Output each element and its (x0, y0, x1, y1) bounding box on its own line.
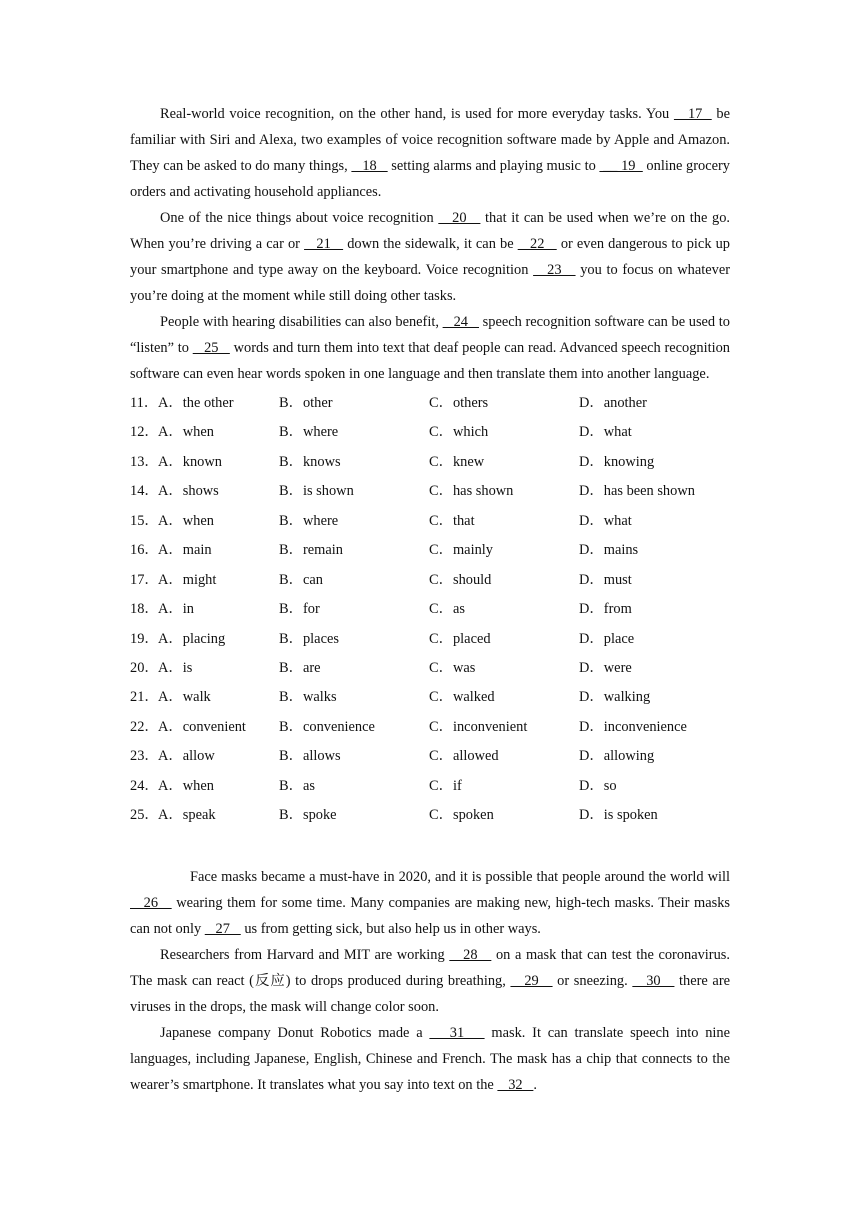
question-row (130, 625, 730, 654)
option-b: B．allows (279, 748, 341, 765)
option-d: D．mains (579, 542, 639, 559)
option-a: A．when (158, 512, 214, 529)
option-a: A．known (158, 453, 222, 470)
question-number: 20． (130, 659, 159, 676)
option-c: C．mainly (429, 542, 493, 559)
option-a: A．the other (158, 395, 234, 411)
option-a: A．speak (158, 807, 216, 824)
question-row (130, 772, 730, 801)
text-run: Japanese company Donut Robotics made a (160, 1024, 430, 1041)
question-number: 24． (130, 777, 159, 794)
text-run: mask. It can translate speech into nine languages, including Japanese, English, Chinese and French. The mask has a chip that connects to the wearer’s smartphone. It translates what you say into text on the (130, 1024, 730, 1093)
option-d: D．must (579, 571, 632, 588)
option-a: A．convenient (158, 718, 246, 735)
section-gap (130, 831, 730, 864)
question-row (130, 742, 730, 771)
option-d: D．allowing (579, 748, 655, 765)
paragraph (130, 309, 730, 387)
option-d: D．has been shown (579, 483, 695, 500)
option-d: D．knowing (579, 453, 655, 470)
option-c: C．which (429, 424, 489, 441)
option-d: D．what (579, 512, 632, 529)
option-b: B．where (279, 512, 339, 529)
question-number: 12． (130, 424, 159, 441)
text-run: One of the nice things about voice recognition (160, 210, 439, 226)
option-a: A．allow (158, 748, 215, 765)
question-row (130, 801, 730, 830)
option-d: D．were (579, 659, 632, 676)
answer-blank: 28 (449, 946, 492, 963)
option-c: C．knew (429, 453, 485, 470)
question-number: 19． (130, 630, 159, 647)
answer-blank: 25 (192, 340, 230, 356)
answer-blank: 27 (204, 920, 241, 937)
answer-blank: 26 (130, 894, 172, 911)
question-number: 18． (130, 601, 159, 618)
text-run: words and turn them into text that deaf people can read. Advanced speech recognition software can even hear words spoken in one language and then translate them into another language. (130, 340, 730, 382)
question-row (130, 566, 730, 595)
option-a: A．is (158, 659, 193, 676)
option-c: C．walked (429, 689, 495, 706)
answer-blank: __ 19 (599, 158, 643, 174)
option-c: C．placed (429, 630, 491, 647)
option-a: A．placing (158, 630, 226, 647)
option-c: C．was (429, 659, 476, 676)
answer-blank: 17 (673, 106, 712, 122)
question-row (130, 418, 730, 447)
option-b: B．spoke (279, 807, 337, 824)
answer-blank: 32 (497, 1076, 534, 1093)
answer-blank: 30 (632, 972, 675, 989)
option-a: A．walk (158, 689, 211, 706)
option-d: D．inconvenience (579, 718, 687, 735)
question-row (130, 683, 730, 712)
option-d: D．is spoken (579, 807, 658, 824)
option-c: C．allowed (429, 748, 499, 765)
answer-blank: 22 (517, 236, 557, 252)
question-number: 13． (130, 453, 159, 470)
option-a: A．shows (158, 483, 219, 500)
answer-options (130, 389, 730, 831)
question-row (130, 448, 730, 477)
answer-blank: 31 (429, 1024, 485, 1041)
text-run: online grocery orders and activating household appliances. (130, 158, 730, 200)
text-run: speech recognition software can be used to “listen” to (130, 314, 730, 356)
question-number: 14． (130, 483, 159, 500)
option-d: D．place (579, 630, 635, 647)
paragraph (130, 864, 730, 942)
answer-blank: 23 (533, 262, 576, 278)
answer-blank: 24 (442, 314, 479, 330)
option-c: C．as (429, 601, 465, 618)
question-number: 22． (130, 718, 159, 735)
option-d: D．what (579, 424, 632, 441)
answer-blank: 18 (351, 158, 388, 174)
option-c: C．that (429, 512, 475, 529)
text-run: or sneezing. (552, 972, 633, 989)
question-number: 16． (130, 542, 159, 559)
option-b: B．where (279, 424, 339, 441)
paragraph (130, 1020, 730, 1098)
passage-two (130, 864, 730, 1098)
paragraph (130, 101, 730, 205)
option-d: D．so (579, 777, 617, 794)
option-b: B．knows (279, 453, 341, 470)
option-c: C．if (429, 777, 462, 794)
question-row (130, 536, 730, 565)
text-run: setting alarms and playing music to (387, 158, 600, 174)
text-run: be familiar with Siri and Alexa, two examples of voice recognition software made by Apple and Amazon. They can be asked to do many things, (130, 106, 730, 174)
option-c: C．inconvenient (429, 718, 528, 735)
option-b: B．is shown (279, 483, 354, 500)
text-run: People with hearing disabilities can also benefit, (160, 314, 443, 330)
option-a: A．might (158, 571, 217, 588)
document-page (130, 101, 730, 1098)
option-b: B．walks (279, 689, 337, 706)
text-run: wearing them for some time. Many companies are making new, high-tech masks. Their masks can not only (130, 894, 730, 937)
question-row (130, 713, 730, 742)
paragraph (130, 942, 730, 1020)
text-run: there are viruses in the drops, the mask will change color soon. (130, 972, 730, 1015)
answer-blank: 29 (510, 972, 553, 989)
option-b: B．convenience (279, 718, 375, 735)
option-c: C．should (429, 571, 492, 588)
option-b: B．places (279, 630, 339, 647)
text-run: Researchers from Harvard and MIT are working (160, 946, 450, 963)
option-c: C．others (429, 395, 489, 411)
option-b: B．can (279, 571, 323, 588)
option-a: A．in (158, 601, 194, 618)
option-d: D．from (579, 601, 632, 618)
option-a: A．when (158, 777, 214, 794)
question-number: 21． (130, 689, 159, 706)
question-number: 15． (130, 512, 159, 529)
text-run: that it can be used when we’re on the go. When you’re driving a car or (130, 210, 730, 252)
question-number: 25． (130, 807, 159, 824)
question-row (130, 595, 730, 624)
text-run: down the sidewalk, it can be (343, 236, 518, 252)
answer-blank: 21 (304, 236, 344, 252)
text-run: you to focus on whatever you’re doing at the moment while still doing other tasks. (130, 262, 730, 304)
option-a: A．when (158, 424, 214, 441)
option-d: D．another (579, 395, 647, 411)
option-b: B．as (279, 777, 315, 794)
option-b: B．are (279, 659, 321, 676)
option-a: A．main (158, 542, 212, 559)
paragraph (130, 205, 730, 309)
answer-blank: 20 (438, 210, 481, 226)
text-run: or even dangerous to pick up your smartphone and type away on the keyboard. Voice recognition (130, 236, 731, 278)
option-c: C．spoken (429, 807, 494, 824)
text-run: . (533, 1076, 537, 1093)
text-run: Real-world voice recognition, on the other hand, is used for more everyday tasks. You (160, 106, 674, 122)
question-row (130, 477, 730, 506)
option-c: C．has shown (429, 483, 514, 500)
option-b: B．other (279, 395, 333, 411)
option-b: B．remain (279, 542, 343, 559)
question-number: 23． (130, 748, 159, 765)
text-run: on a mask that can test the coronavirus. The mask can react (反应) to drops produced during breathing, (130, 946, 730, 989)
question-row (130, 507, 730, 536)
text-run: Face masks became a must-have in 2020, and it is possible that people around the world will (190, 868, 730, 885)
option-b: B．for (279, 601, 320, 618)
question-number: 17． (130, 571, 159, 588)
option-d: D．walking (579, 689, 651, 706)
question-row (130, 389, 730, 418)
question-number: 11． (130, 395, 159, 411)
question-row (130, 654, 730, 683)
passage-one (130, 101, 730, 387)
text-run: us from getting sick, but also help us in other ways. (240, 920, 541, 937)
